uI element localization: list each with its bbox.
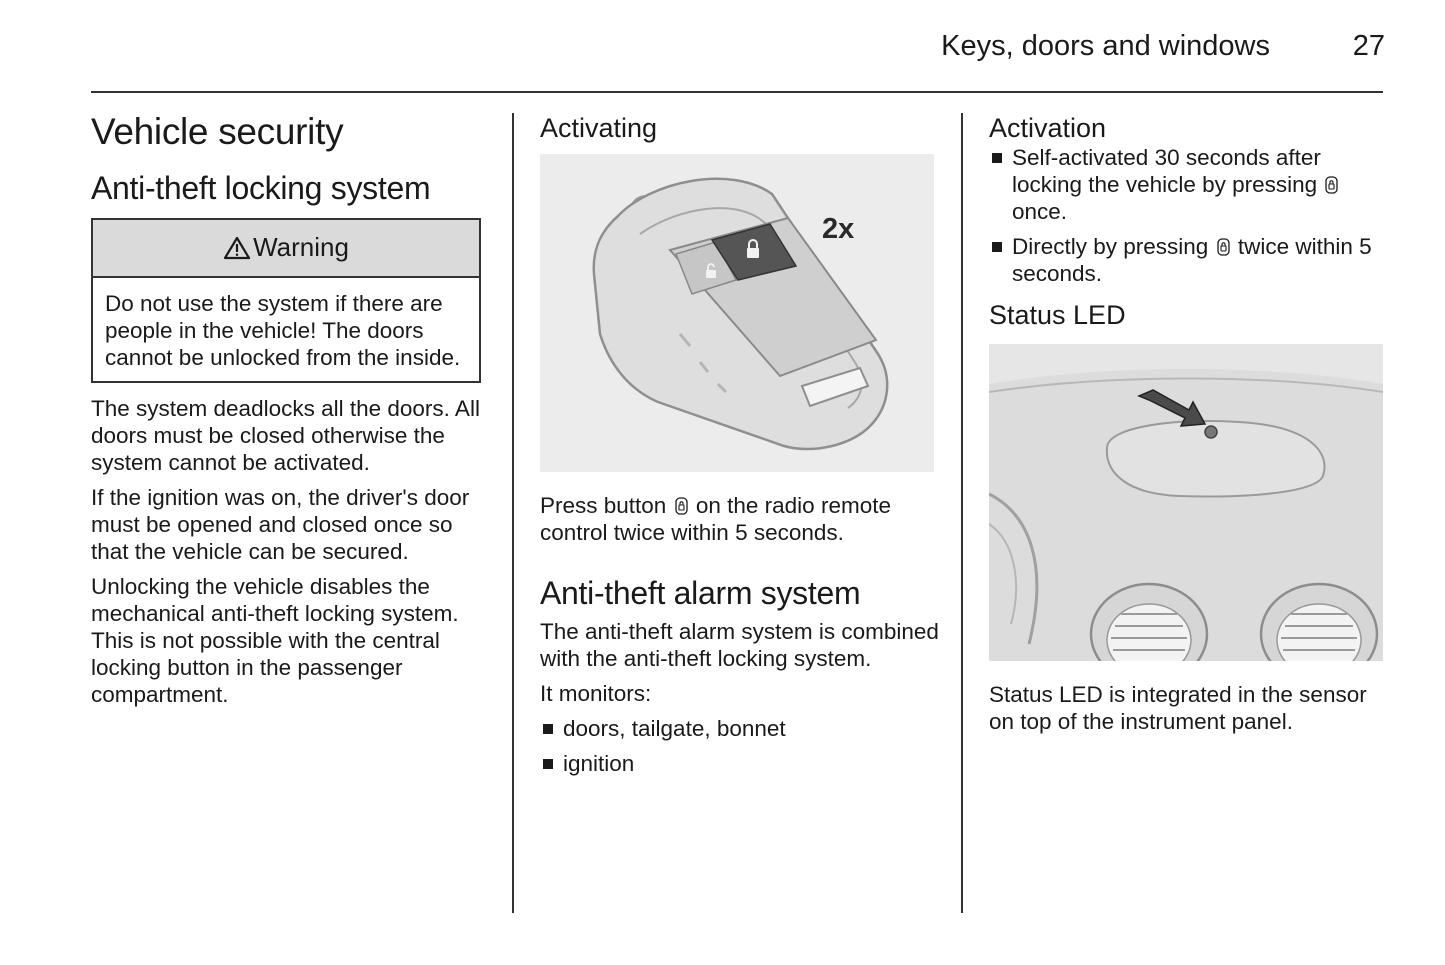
- instrument-panel-figure: [989, 344, 1383, 661]
- list-item: [989, 144, 1389, 225]
- paragraph-it-monitors: It monitors:: [540, 680, 652, 706]
- section-title: Vehicle security: [91, 111, 344, 152]
- figure-caption-status-led: Status LED is integrated in the sensor on top of the instrument panel.: [989, 681, 1367, 734]
- lock-icon: [675, 497, 688, 515]
- list-item: doors, tailgate, bonnet: [540, 715, 940, 742]
- column-divider-2: [961, 113, 963, 913]
- heading-activating: Activating: [540, 113, 658, 143]
- bullet-text-after: once.: [1012, 199, 1068, 225]
- instrument-panel-illustration: [989, 344, 1383, 661]
- column-1: [91, 112, 491, 716]
- caption-text-before: Press button: [540, 493, 667, 519]
- warning-text: Do not use the system if there are people in the vehicle! The doors cannot be unlocked from the inside.: [105, 290, 461, 370]
- heading-activation: Activation: [989, 113, 1107, 143]
- column-2: [540, 112, 940, 785]
- activation-list: [989, 144, 1389, 287]
- page-number: 27: [1352, 30, 1385, 62]
- bullet-text-before: Directly by pressing: [1012, 234, 1209, 260]
- figure-label-2x: 2x: [822, 213, 855, 246]
- lock-icon: [1325, 176, 1338, 194]
- column-divider-1: [512, 113, 514, 913]
- figure-caption-press-button: [540, 492, 940, 546]
- subsection-title-alarm: Anti-theft alarm system: [540, 575, 861, 612]
- warning-header: [93, 220, 479, 278]
- remote-key-illustration: [540, 154, 934, 472]
- paragraph-deadlocks: The system deadlocks all the doors. All doors must be closed otherwise the system cannot be activated.: [91, 395, 480, 475]
- bullet-text-before: Self-activated 30 seconds after locking the vehicle by pressing: [1012, 145, 1321, 198]
- caption-text-after: on the radio remote control twice within 5 seconds.: [540, 493, 891, 546]
- remote-key-figure: [540, 154, 934, 472]
- warning-triangle-icon: [223, 236, 251, 260]
- lock-icon: [1217, 238, 1230, 256]
- heading-status-led: Status LED: [989, 300, 1126, 331]
- list-item: [989, 233, 1389, 287]
- warning-label: Warning: [253, 232, 349, 263]
- paragraph-alarm-combined: The anti-theft alarm system is combined with the anti-theft locking system.: [540, 618, 939, 671]
- paragraph-unlocking: Unlocking the vehicle disables the mechanical anti-theft locking system. This is not possible with the central locking button in the passenger compartment.: [91, 573, 459, 707]
- subsection-title-locking: Anti-theft locking system: [91, 169, 431, 206]
- running-header-title: Keys, doors and windows: [941, 30, 1270, 62]
- header-rule: [91, 91, 1383, 93]
- monitored-items-list: [540, 715, 940, 777]
- list-item: ignition: [540, 750, 940, 777]
- paragraph-ignition: If the ignition was on, the driver's door must be opened and closed once so that the vehicle can be secured.: [91, 484, 470, 564]
- column-3: [989, 112, 1389, 743]
- bullet-text-after: twice within 5 seconds.: [1012, 234, 1372, 287]
- warning-box: [91, 218, 481, 383]
